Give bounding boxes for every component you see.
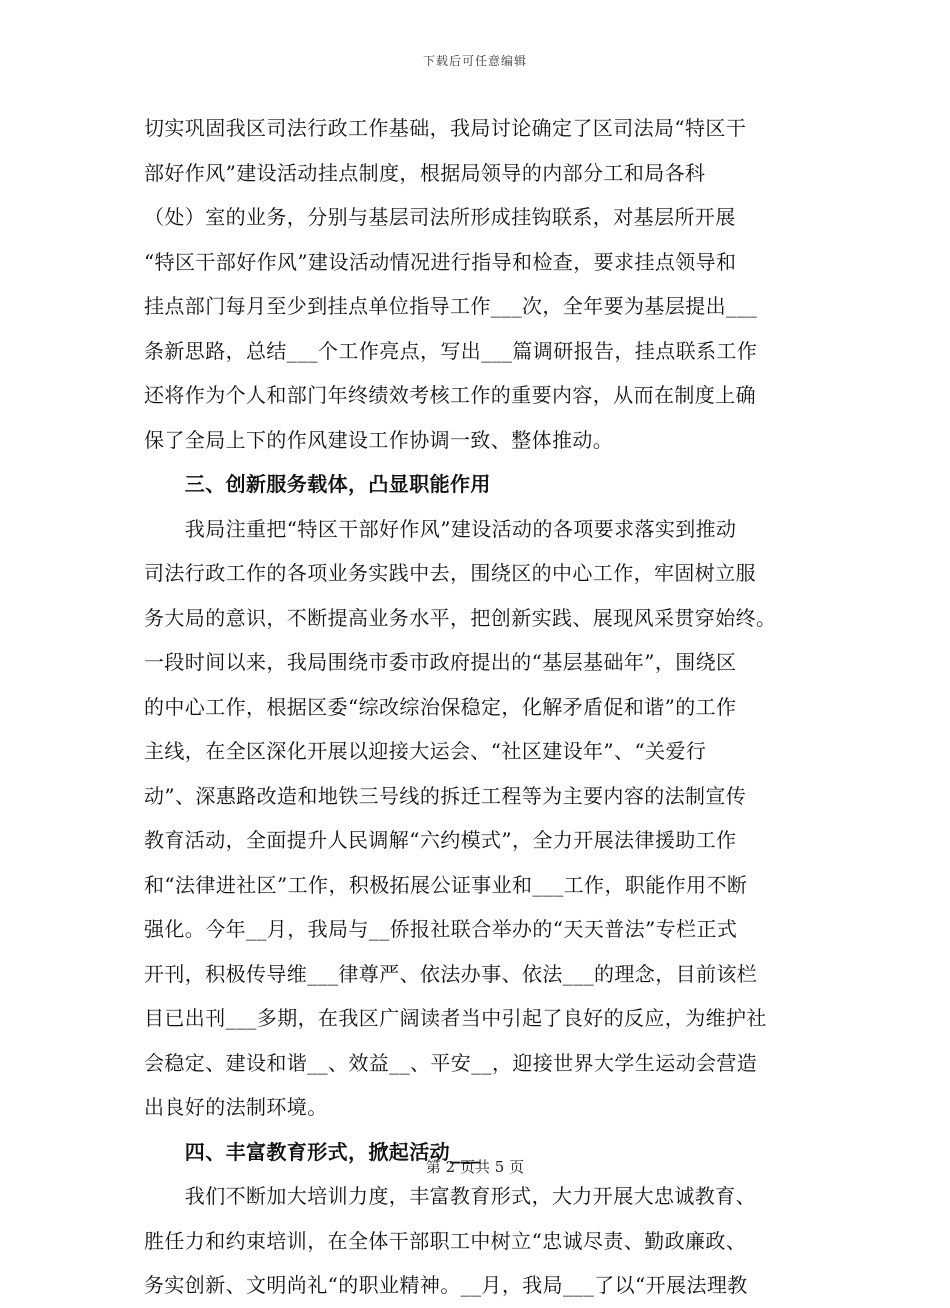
section-heading: 三、创新服务载体，凸显职能作用: [144, 472, 491, 496]
body-text-line: （处）室的业务，分别与基层司法所形成挂钩联系，对基层所开展: [144, 205, 736, 229]
body-text-line: 条新思路，总结___个工作亮点，写出___篇调研报告，挂点联系工作: [144, 338, 758, 363]
body-text-line: 的中心工作，根据区委“综改综治保稳定，化解矛盾促和谐”的工作: [144, 694, 737, 719]
body-text-line: 务大局的意识，不断提高业务水平，把创新实践、展现风采贯穿始终。: [144, 605, 777, 630]
body-text-line: 目已出刊___多期，在我区广阔读者当中引起了良好的反应，为维护社: [144, 1006, 767, 1030]
body-text-line: 和“法律进社区”工作，积极拓展公证事业和___工作，职能作用不断: [144, 872, 748, 897]
body-text-line: 保了全局上下的作风建设工作协调一致、整体推动。: [144, 427, 614, 452]
body-text-line: 一段时间以来，我局围绕市委市政府提出的“基层基础年”，围绕区: [144, 650, 737, 674]
body-text-line: 务实创新、文明尚礼“的职业精神。__月，我局___了以“开展法理教: [144, 1273, 748, 1297]
page-header: 下载后可任意编辑: [422, 54, 527, 68]
body-text-line: “特区干部好作风”建设活动情况进行指导和检查，要求挂点领导和: [144, 249, 737, 274]
body-text-line: 主线，在全区深化开展以迎接大运会、“社区建设年”、“关爱行: [144, 739, 707, 763]
section-heading: 四、丰富教育形式，掀起活动___: [144, 1139, 482, 1164]
body-text-line: 会稳定、建设和谐__、效益__、平安__，迎接世界大学生运动会营造: [144, 1050, 758, 1075]
document-body: [144, 106, 804, 1308]
body-text-line: 教育活动，全面提升人民调解“六约模式”，全力开展法律援助工作: [144, 828, 737, 852]
body-text-line: 胜任力和约束培训，在全体干部职工中树立“忠诚尽责、勤政廉政、: [144, 1228, 747, 1253]
body-text-line: 强化。今年__月，我局与__侨报社联合举办的“天天普法”专栏正式: [144, 917, 738, 941]
body-text-line: 开刊，积极传导维___律尊严、依法办事、依法___的理念，目前该栏: [144, 961, 758, 986]
body-text-line: 部好作风”建设活动挂点制度，根据局领导的内部分工和局各科: [144, 160, 706, 185]
body-text-line: 我局注重把“特区干部好作风”建设活动的各项要求落实到推动: [144, 516, 737, 541]
body-text-line: 我们不断加大培训力度，丰富教育形式，大力开展大忠诚教育、: [144, 1184, 756, 1208]
body-text-line: 还将作为个人和部门年终绩效考核工作的重要内容，从而在制度上确: [144, 383, 756, 407]
page-footer: 第 2 页共 5 页: [425, 1158, 525, 1176]
body-text-line: 司法行政工作的各项业务实践中去，围绕区的中心工作，牢固树立服: [144, 561, 756, 585]
body-text-line: 出良好的法制环境。: [144, 1095, 328, 1119]
body-text-line: 切实巩固我区司法行政工作基础，我局讨论确定了区司法局“特区干: [144, 116, 747, 140]
body-text-line: 动”、深惠路改造和地铁三号线的拆迁工程等为主要内容的法制宣传: [144, 783, 747, 808]
body-text-line: 挂点部门每月至少到挂点单位指导工作___次，全年要为基层提出___: [144, 294, 758, 318]
